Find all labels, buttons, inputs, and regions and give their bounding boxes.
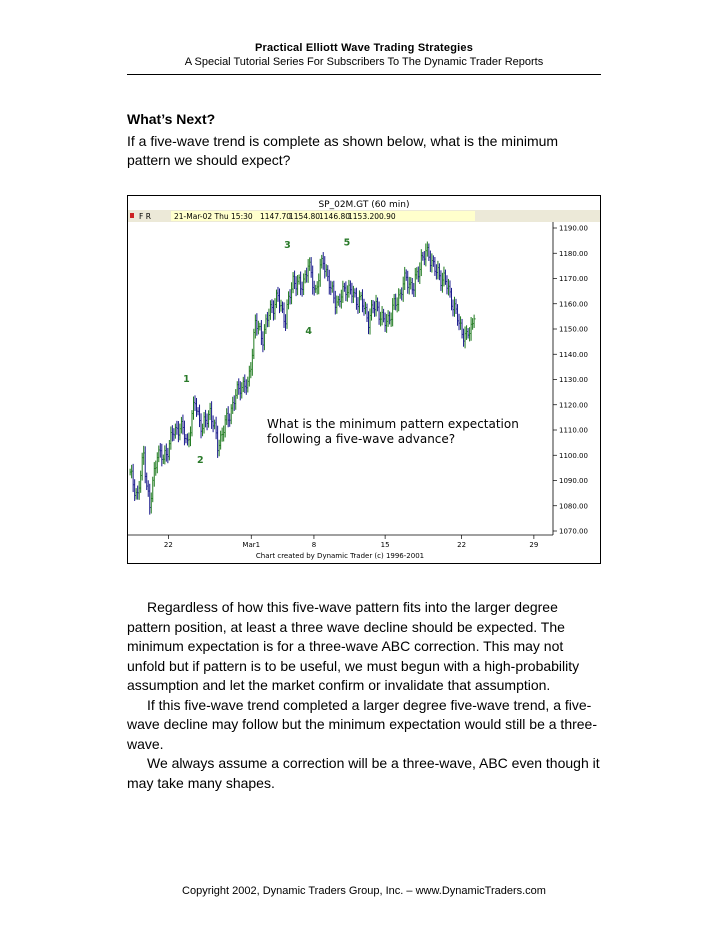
info-timestamp: 21-Mar-02 Thu 15:30: [174, 212, 253, 221]
footer-copyright: Copyright 2002, Dynamic Traders Group, Inc. – www.DynamicTraders.com: [182, 885, 546, 897]
y-tick-label: 1070.00: [559, 527, 588, 536]
x-tick-label: 22: [163, 541, 173, 549]
body-paragraph: We always assume a correction will be a three-wave, ABC even though it may take many shapes.: [127, 755, 600, 791]
wave-label: 1: [183, 374, 190, 386]
y-tick-label: 1140.00: [559, 350, 588, 359]
info-close: 1153.20: [348, 212, 380, 221]
chart-title: SP_02M.GT (60 min): [318, 200, 410, 210]
y-tick-label: 1080.00: [559, 502, 588, 511]
y-tick-label: 1170.00: [559, 275, 588, 283]
y-tick-label: 1160.00: [559, 300, 588, 309]
info-extra: 0.90: [379, 212, 396, 221]
chart-credit: Chart created by Dynamic Trader (c) 1996-2001: [255, 552, 425, 560]
x-tick-label: 8: [311, 541, 317, 549]
section-title: What’s Next?: [127, 111, 216, 127]
header-subtitle: A Special Tutorial Series For Subscribers To The Dynamic Trader Reports: [184, 56, 544, 68]
body-paragraph: Regardless of how this five-wave pattern fits into the larger degree pattern position, at least a three wave decline should be expected. The minimum expectation is for a three-wave ABC correction. This may not unfold but if pattern is to be useful, we must begun with a high-probability assumption and let the market confirm or invalidate that assumption.: [127, 599, 580, 693]
y-tick-label: 1150.00: [559, 325, 588, 334]
info-flags: F R: [139, 212, 151, 221]
wave-label: 4: [305, 326, 312, 338]
info-open: 1147.70: [260, 212, 292, 221]
y-tick-label: 1120.00: [559, 401, 588, 410]
info-high: 1154.80: [289, 212, 321, 221]
wave-label: 3: [284, 240, 291, 252]
y-tick-label: 1130.00: [559, 376, 588, 384]
y-tick-label: 1110.00: [559, 426, 588, 435]
y-tick-label: 1090.00: [559, 477, 588, 485]
header-title: Practical Elliott Wave Trading Strategies: [254, 42, 474, 54]
header-divider: [127, 74, 601, 75]
y-tick-label: 1100.00: [559, 451, 588, 460]
wave-label: 2: [196, 454, 204, 466]
chart-border: [128, 196, 601, 564]
y-tick-label: 1180.00: [559, 249, 588, 258]
body-text: [127, 598, 601, 793]
body-paragraph: If this five-wave trend completed a larger degree five-wave trend, a five-wave decline may follow but the minimum expectation would still be a three-wave.: [127, 696, 598, 752]
intro-paragraph: If a five-wave trend is complete as shown below, what is the minimum pattern we should expect?: [127, 133, 559, 168]
price-chart: [127, 195, 601, 564]
x-tick-label: 29: [529, 541, 539, 549]
y-tick-label: 1190.00: [559, 224, 588, 233]
toolbar-marker-icon: [130, 213, 134, 218]
x-tick-label: Mar1: [242, 541, 261, 549]
chart-figure: [127, 195, 601, 564]
chart-annotation-line-2: following a five-wave advance?: [267, 432, 456, 446]
x-tick-label: 22: [457, 541, 467, 549]
x-tick-label: 15: [380, 541, 390, 549]
info-low: 1146.80: [319, 212, 351, 221]
chart-annotation-line-1: What is the minimum pattern expectation: [267, 417, 519, 431]
wave-label: 5: [343, 237, 351, 249]
